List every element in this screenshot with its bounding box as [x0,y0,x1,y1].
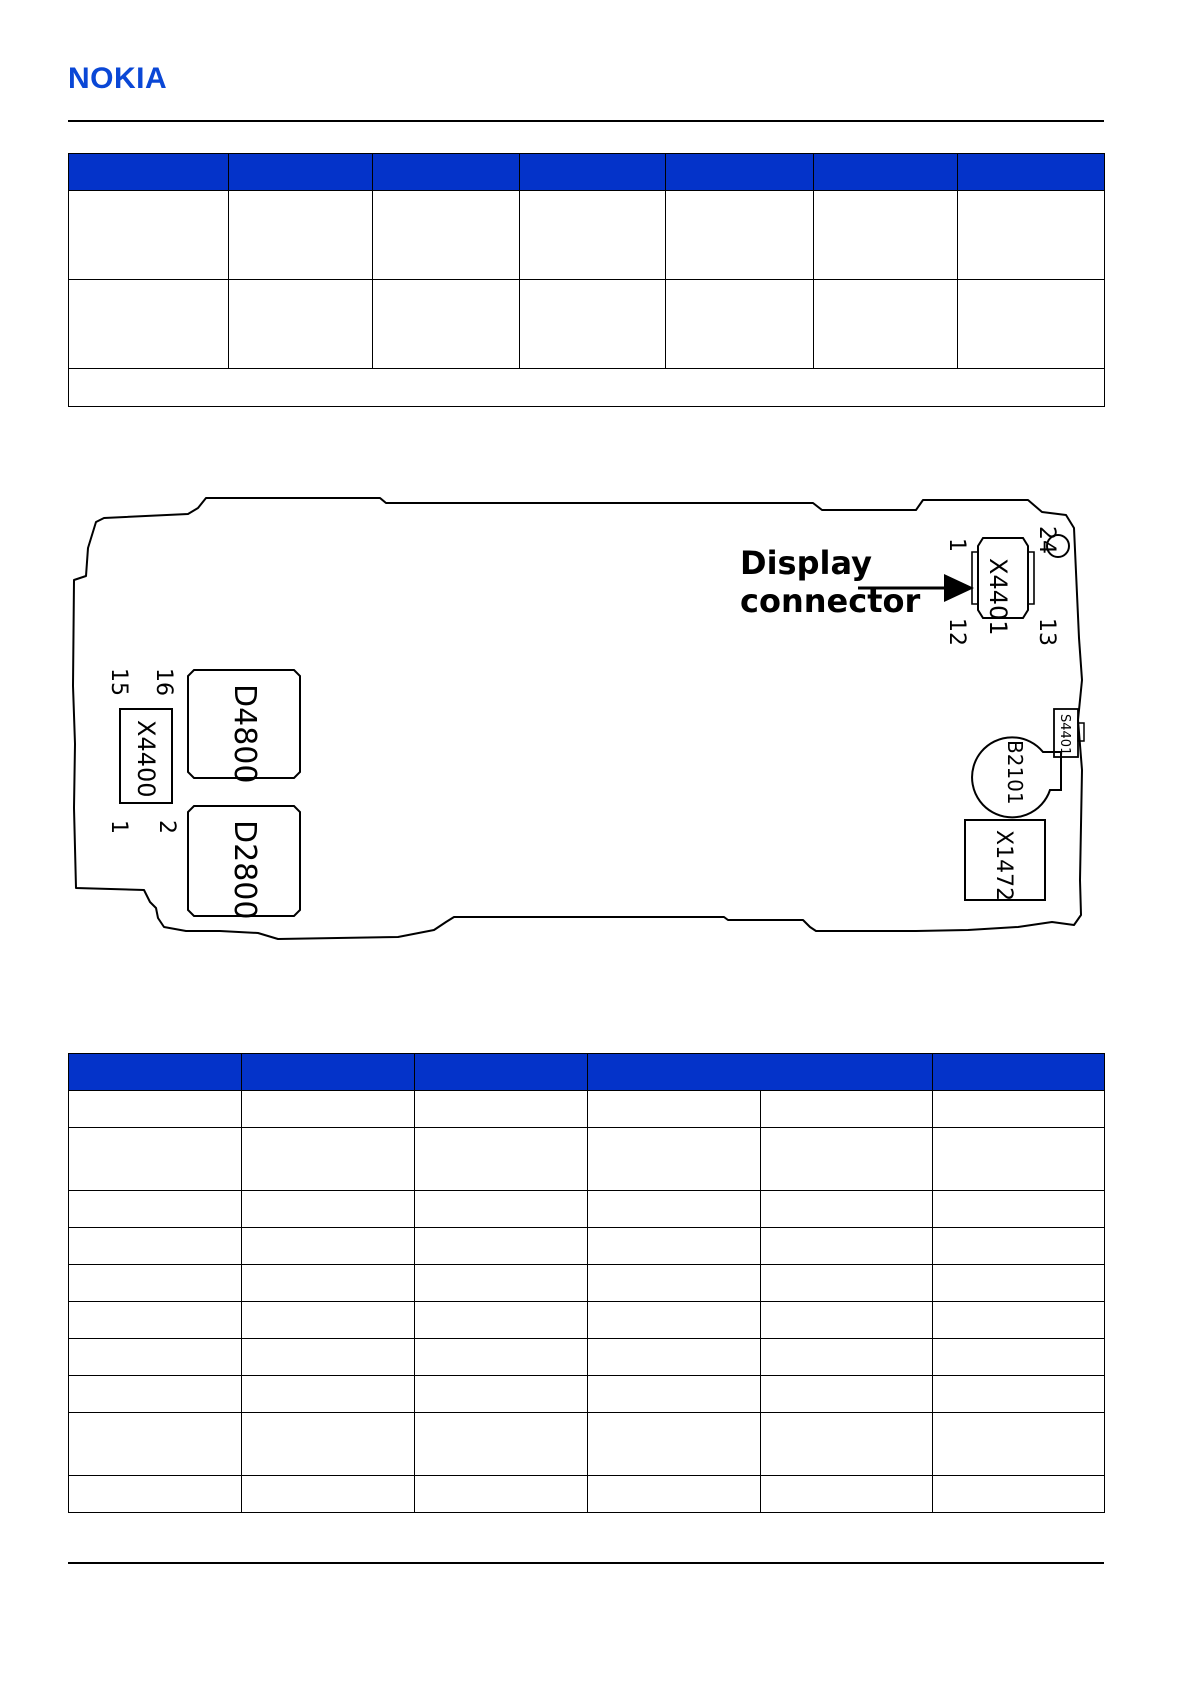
table-cell [933,1228,1105,1265]
header-cell [520,154,666,191]
table-cell [761,1376,933,1413]
header-cell [958,154,1105,191]
table-cell [229,191,373,280]
table-cell [933,1413,1105,1476]
table-cell [933,1339,1105,1376]
table-row [69,1228,1105,1265]
header-cell [933,1054,1105,1091]
table-row [69,280,1105,369]
header-cell [229,154,373,191]
pcb-board-outline [73,498,1082,939]
table-cell [373,280,520,369]
table-cell [933,1191,1105,1228]
table-cell [229,280,373,369]
d2800-label: D2800 [227,820,262,920]
table-cell [242,1339,415,1376]
d4800-label: D4800 [227,684,262,784]
table-cell [69,1376,242,1413]
table-footer-row [69,369,1105,407]
table-cell [415,1228,588,1265]
table-cell [242,1191,415,1228]
x1472-label: X1472 [991,830,1016,902]
x4401-pin-24: 24 [1034,526,1059,554]
header-cell [373,154,520,191]
b2101-label: B2101 [1003,740,1027,805]
specification-table-top [68,153,1105,407]
table-cell [958,191,1105,280]
table-cell [814,191,958,280]
table-cell [373,191,520,280]
table-cell [588,1339,761,1376]
table-header-row [69,1054,1105,1091]
x4401-pin-12: 12 [944,618,969,646]
table-footer-cell [69,369,1105,407]
table-row [69,191,1105,280]
table-cell [588,1091,761,1128]
nokia-logo: NOKIA [68,62,168,95]
table-cell [588,1376,761,1413]
table-cell [242,1376,415,1413]
x4401-pin-13: 13 [1034,618,1059,646]
table-cell [588,1191,761,1228]
table-cell [415,1376,588,1413]
table-cell [242,1476,415,1513]
table-cell [69,191,229,280]
table-row [69,1128,1105,1191]
table-row [69,1376,1105,1413]
table-row [69,1265,1105,1302]
table-row [69,1191,1105,1228]
table-cell [415,1476,588,1513]
header-cell [588,1054,933,1091]
table-cell [69,1265,242,1302]
x4400-pin-2: 2 [154,820,179,834]
header-cell [666,154,814,191]
header-cell [814,154,958,191]
table-cell [69,1302,242,1339]
header-cell [415,1054,588,1091]
table-cell [588,1228,761,1265]
table-cell [933,1265,1105,1302]
table-cell [933,1376,1105,1413]
table-row [69,1413,1105,1476]
table-cell [69,280,229,369]
table-cell [761,1302,933,1339]
table-cell [761,1091,933,1128]
table-cell [69,1339,242,1376]
table-row [69,1302,1105,1339]
callout-text-display: Display [740,544,872,582]
table-cell [242,1228,415,1265]
table-cell [588,1476,761,1513]
table-cell [588,1128,761,1191]
table-cell [761,1128,933,1191]
x4400-label: X4400 [132,720,160,798]
header-cell [69,1054,242,1091]
table-cell [242,1413,415,1476]
s4401-label: S4401 [1057,714,1072,756]
table-cell [69,1228,242,1265]
table-cell [520,191,666,280]
table-cell [814,280,958,369]
table-cell [242,1265,415,1302]
table-cell [69,1091,242,1128]
table-cell [415,1265,588,1302]
table-cell [415,1339,588,1376]
table-cell [933,1476,1105,1513]
table-cell [415,1091,588,1128]
table-cell [415,1128,588,1191]
table-row [69,1339,1105,1376]
specification-table-bottom [68,1053,1105,1513]
header-rule [68,120,1104,122]
table-cell [761,1476,933,1513]
table-cell [69,1476,242,1513]
x4401-label: X4401 [984,558,1012,636]
table-cell [415,1413,588,1476]
table-header-row [69,154,1105,191]
table-cell [666,191,814,280]
table-cell [69,1191,242,1228]
callout-text-connector: connector [740,582,921,620]
table-cell [588,1413,761,1476]
table-cell [242,1091,415,1128]
table-cell [933,1128,1105,1191]
header-cell [69,154,229,191]
table-cell [761,1339,933,1376]
footer-rule [68,1562,1104,1564]
table-cell [588,1302,761,1339]
table-cell [761,1413,933,1476]
table-row [69,1476,1105,1513]
x4400-pin-1: 1 [106,820,131,834]
table-cell [958,280,1105,369]
x4400-pin-15: 15 [106,668,131,696]
table-cell [933,1302,1105,1339]
table-cell [415,1302,588,1339]
table-cell [761,1191,933,1228]
table-cell [69,1413,242,1476]
table-cell [242,1302,415,1339]
x4400-pin-16: 16 [151,668,176,696]
header-cell [242,1054,415,1091]
table-cell [761,1265,933,1302]
table-cell [69,1128,242,1191]
table-cell [520,280,666,369]
table-cell [242,1128,415,1191]
x4401-connector [972,538,1034,636]
table-cell [933,1091,1105,1128]
table-cell [588,1265,761,1302]
table-cell [761,1228,933,1265]
table-row [69,1091,1105,1128]
pcb-layout-diagram [68,490,1104,990]
table-cell [415,1191,588,1228]
x4401-pin-1: 1 [944,538,969,552]
table-cell [666,280,814,369]
